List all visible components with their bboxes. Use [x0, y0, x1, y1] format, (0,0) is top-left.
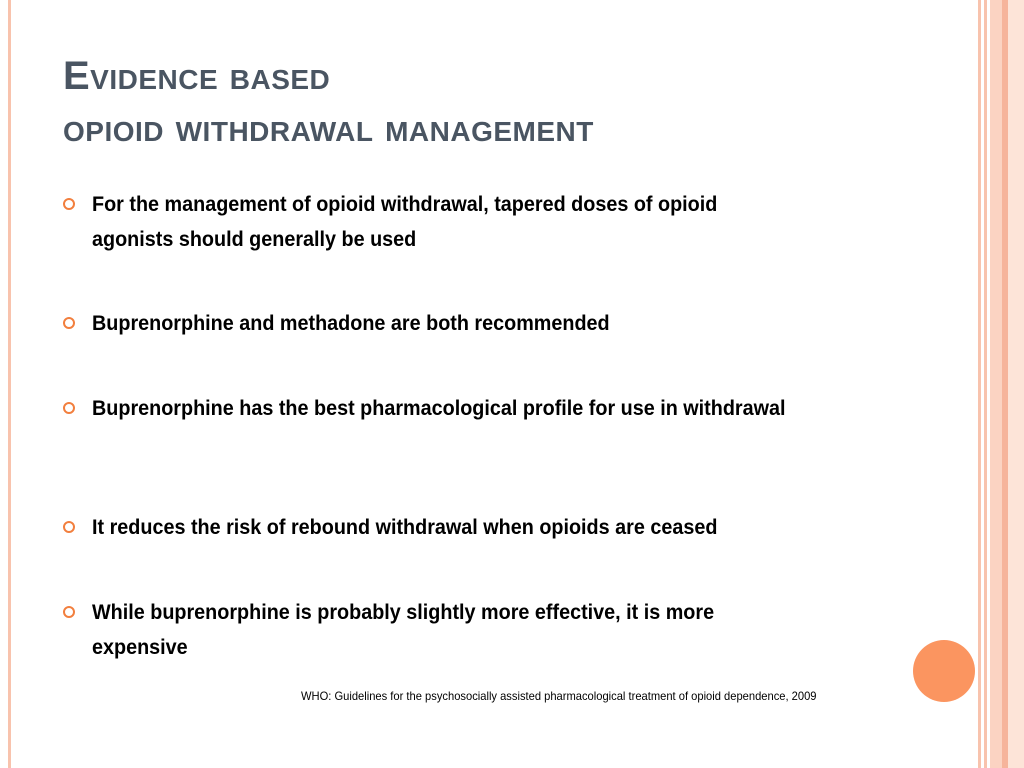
bullet-text: Buprenorphine has the best pharmacological profile for use in withdrawal — [92, 396, 786, 420]
decorative-orange-circle — [913, 640, 975, 702]
bullet-circle-icon — [63, 521, 75, 533]
bullet-circle-icon — [63, 606, 75, 618]
bullet-circle-icon — [63, 402, 75, 414]
right-decorative-stripes — [978, 0, 1024, 768]
bullet-circle-icon — [63, 317, 75, 329]
bullet-circle-icon — [63, 198, 75, 210]
source-citation: WHO: Guidelines for the psychosocially assisted pharmacological treatment of opioid dependence, 2009 — [301, 689, 817, 703]
slide-title — [63, 50, 594, 154]
slide-title-line-2: opioid withdrawal management — [63, 106, 594, 150]
slide-title-line-1: Evidence based — [63, 54, 331, 98]
bullet-text: It reduces the risk of rebound withdrawal when opioids are ceased — [92, 515, 718, 539]
bullet-text: While buprenorphine is probably slightly more effective, it is more expensive — [92, 600, 715, 659]
left-decorative-line — [8, 0, 11, 768]
bullet-text: Buprenorphine and methadone are both recommended — [92, 311, 610, 335]
bullet-text: For the management of opioid withdrawal, tapered doses of opioid agonists should generally be used — [92, 192, 718, 251]
